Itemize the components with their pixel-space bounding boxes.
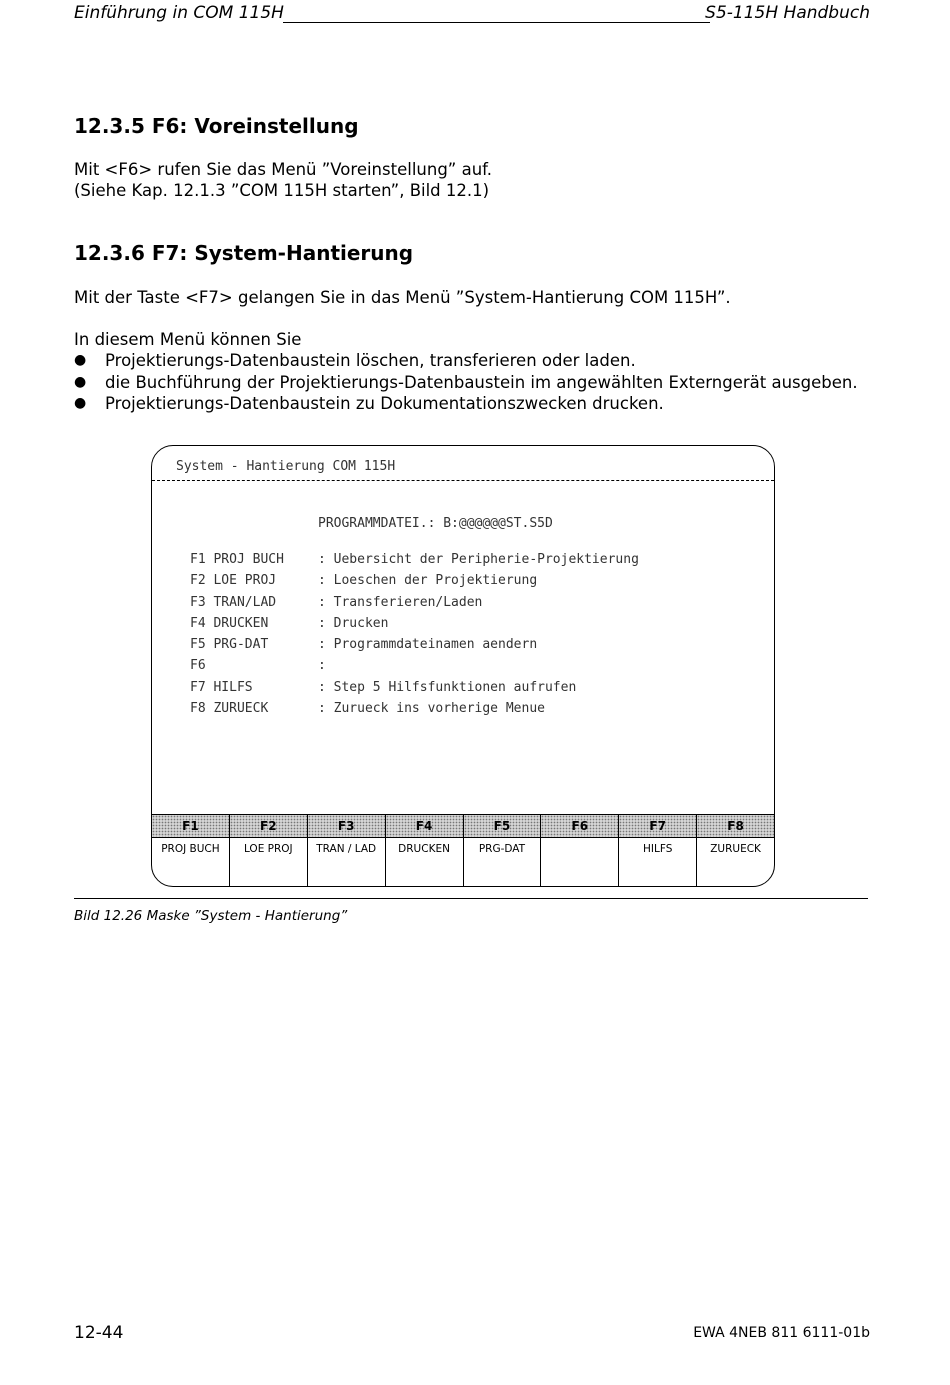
menu-row-f8 bbox=[190, 701, 639, 722]
fkey-f4[interactable] bbox=[386, 815, 464, 886]
fkey-label: TRAN / LAD bbox=[316, 843, 377, 855]
menu-key: F5 PRG-DAT bbox=[190, 637, 269, 653]
menu-key: F8 ZURUECK bbox=[190, 701, 269, 717]
fkey-number: F4 bbox=[386, 815, 463, 838]
fkey-number: F3 bbox=[308, 815, 385, 838]
paragraph-f6-line1: Mit <F6> rufen Sie das Menü ”Voreinstellung” auf. bbox=[74, 160, 493, 179]
menu-row-f4 bbox=[190, 616, 639, 637]
menu-row-f5 bbox=[190, 637, 639, 658]
fkey-f6[interactable] bbox=[541, 815, 619, 886]
menu-row-f3 bbox=[190, 595, 639, 616]
bullet-list bbox=[74, 350, 858, 415]
page-number: 12-44 bbox=[74, 1323, 124, 1343]
function-key-bar bbox=[152, 814, 774, 886]
paragraph-f7: Mit der Taste <F7> gelangen Sie in das Menü ”System-Hantierung COM 115H”. bbox=[74, 288, 731, 307]
menu-desc: : Transferieren/Laden bbox=[318, 594, 483, 610]
system-hantierung-screen bbox=[151, 445, 775, 887]
figure-caption: Bild 12.26 Maske ”System - Hantierung” bbox=[74, 908, 348, 924]
list-item: ● Projektierungs-Datenbaustein zu Dokumentationszwecken drucken. bbox=[74, 393, 858, 415]
menu-key: F7 HILFS bbox=[190, 679, 253, 695]
menu-row-f6 bbox=[190, 658, 639, 679]
fkey-label: PRG-DAT bbox=[478, 843, 526, 855]
fkey-f2[interactable] bbox=[230, 815, 308, 886]
fkey-label bbox=[541, 838, 618, 843]
menu-row-f2 bbox=[190, 573, 639, 594]
menu-key: F1 PROJ BUCH bbox=[190, 552, 284, 567]
fkey-number: F6 bbox=[541, 815, 618, 838]
menu-desc: : Loeschen der Projektierung bbox=[318, 573, 538, 589]
fkey-label: ZURUECK bbox=[710, 843, 761, 855]
menu-row-f7 bbox=[190, 680, 639, 701]
fkey-f3[interactable] bbox=[308, 815, 386, 886]
paragraph-f6-line2: (Siehe Kap. 12.1.3 ”COM 115H starten”, Bild 12.1) bbox=[74, 181, 490, 200]
list-item: ● die Buchführung der Projektierungs-Datenbaustein im angewählten Externgerät ausgeben. bbox=[74, 372, 858, 394]
menu-desc: : Uebersicht der Peripherie-Projektierung bbox=[318, 552, 639, 567]
menu-desc: : Step 5 Hilfsfunktionen aufrufen bbox=[318, 679, 577, 695]
fkey-f1[interactable] bbox=[152, 815, 230, 886]
document-id: EWA 4NEB 811 6111-01b bbox=[693, 1325, 870, 1341]
section-heading-voreinstellung: 12.3.5 F6: Voreinstellung bbox=[74, 114, 359, 138]
header-rule bbox=[283, 22, 710, 23]
fkey-label: HILFS bbox=[643, 843, 673, 855]
menu-desc: : Drucken bbox=[318, 615, 389, 631]
section-heading-system-hantierung: 12.3.6 F7: System-Hantierung bbox=[74, 241, 414, 265]
fkey-label: LOE PROJ bbox=[243, 843, 293, 855]
fkey-number: F1 bbox=[152, 815, 229, 838]
paragraph-intro: In diesem Menü können Sie bbox=[74, 330, 302, 349]
menu-key: F2 LOE PROJ bbox=[190, 573, 277, 589]
function-menu bbox=[190, 552, 639, 722]
programmdatei-line: PROGRAMMDATEI.: B:@@@@@@ST.S5D bbox=[318, 516, 553, 531]
menu-desc: : bbox=[318, 658, 326, 674]
fkey-f5[interactable] bbox=[464, 815, 542, 886]
screen-title: System - Hantierung COM 115H bbox=[176, 459, 396, 474]
menu-key: F6 bbox=[190, 658, 206, 674]
figure-rule bbox=[74, 898, 868, 899]
running-header-right: S5-115H Handbuch bbox=[705, 3, 870, 23]
menu-desc: : Zurueck ins vorherige Menue bbox=[318, 701, 545, 717]
running-header-left: Einführung in COM 115H bbox=[74, 3, 284, 23]
menu-key: F3 TRAN/LAD bbox=[190, 594, 277, 610]
fkey-label: DRUCKEN bbox=[398, 843, 450, 855]
list-item: ● Projektierungs-Datenbaustein löschen, transferieren oder laden. bbox=[74, 350, 858, 372]
menu-key: F4 DRUCKEN bbox=[190, 615, 269, 631]
fkey-number: F2 bbox=[230, 815, 307, 838]
fkey-f8[interactable] bbox=[697, 815, 774, 886]
fkey-f7[interactable] bbox=[619, 815, 697, 886]
dashed-separator bbox=[152, 480, 774, 481]
fkey-number: F8 bbox=[697, 815, 774, 838]
menu-desc: : Programmdateinamen aendern bbox=[318, 637, 538, 653]
fkey-number: F7 bbox=[619, 815, 696, 838]
fkey-label: PROJ BUCH bbox=[161, 843, 220, 855]
fkey-number: F5 bbox=[464, 815, 541, 838]
menu-row-f1 bbox=[190, 552, 639, 573]
